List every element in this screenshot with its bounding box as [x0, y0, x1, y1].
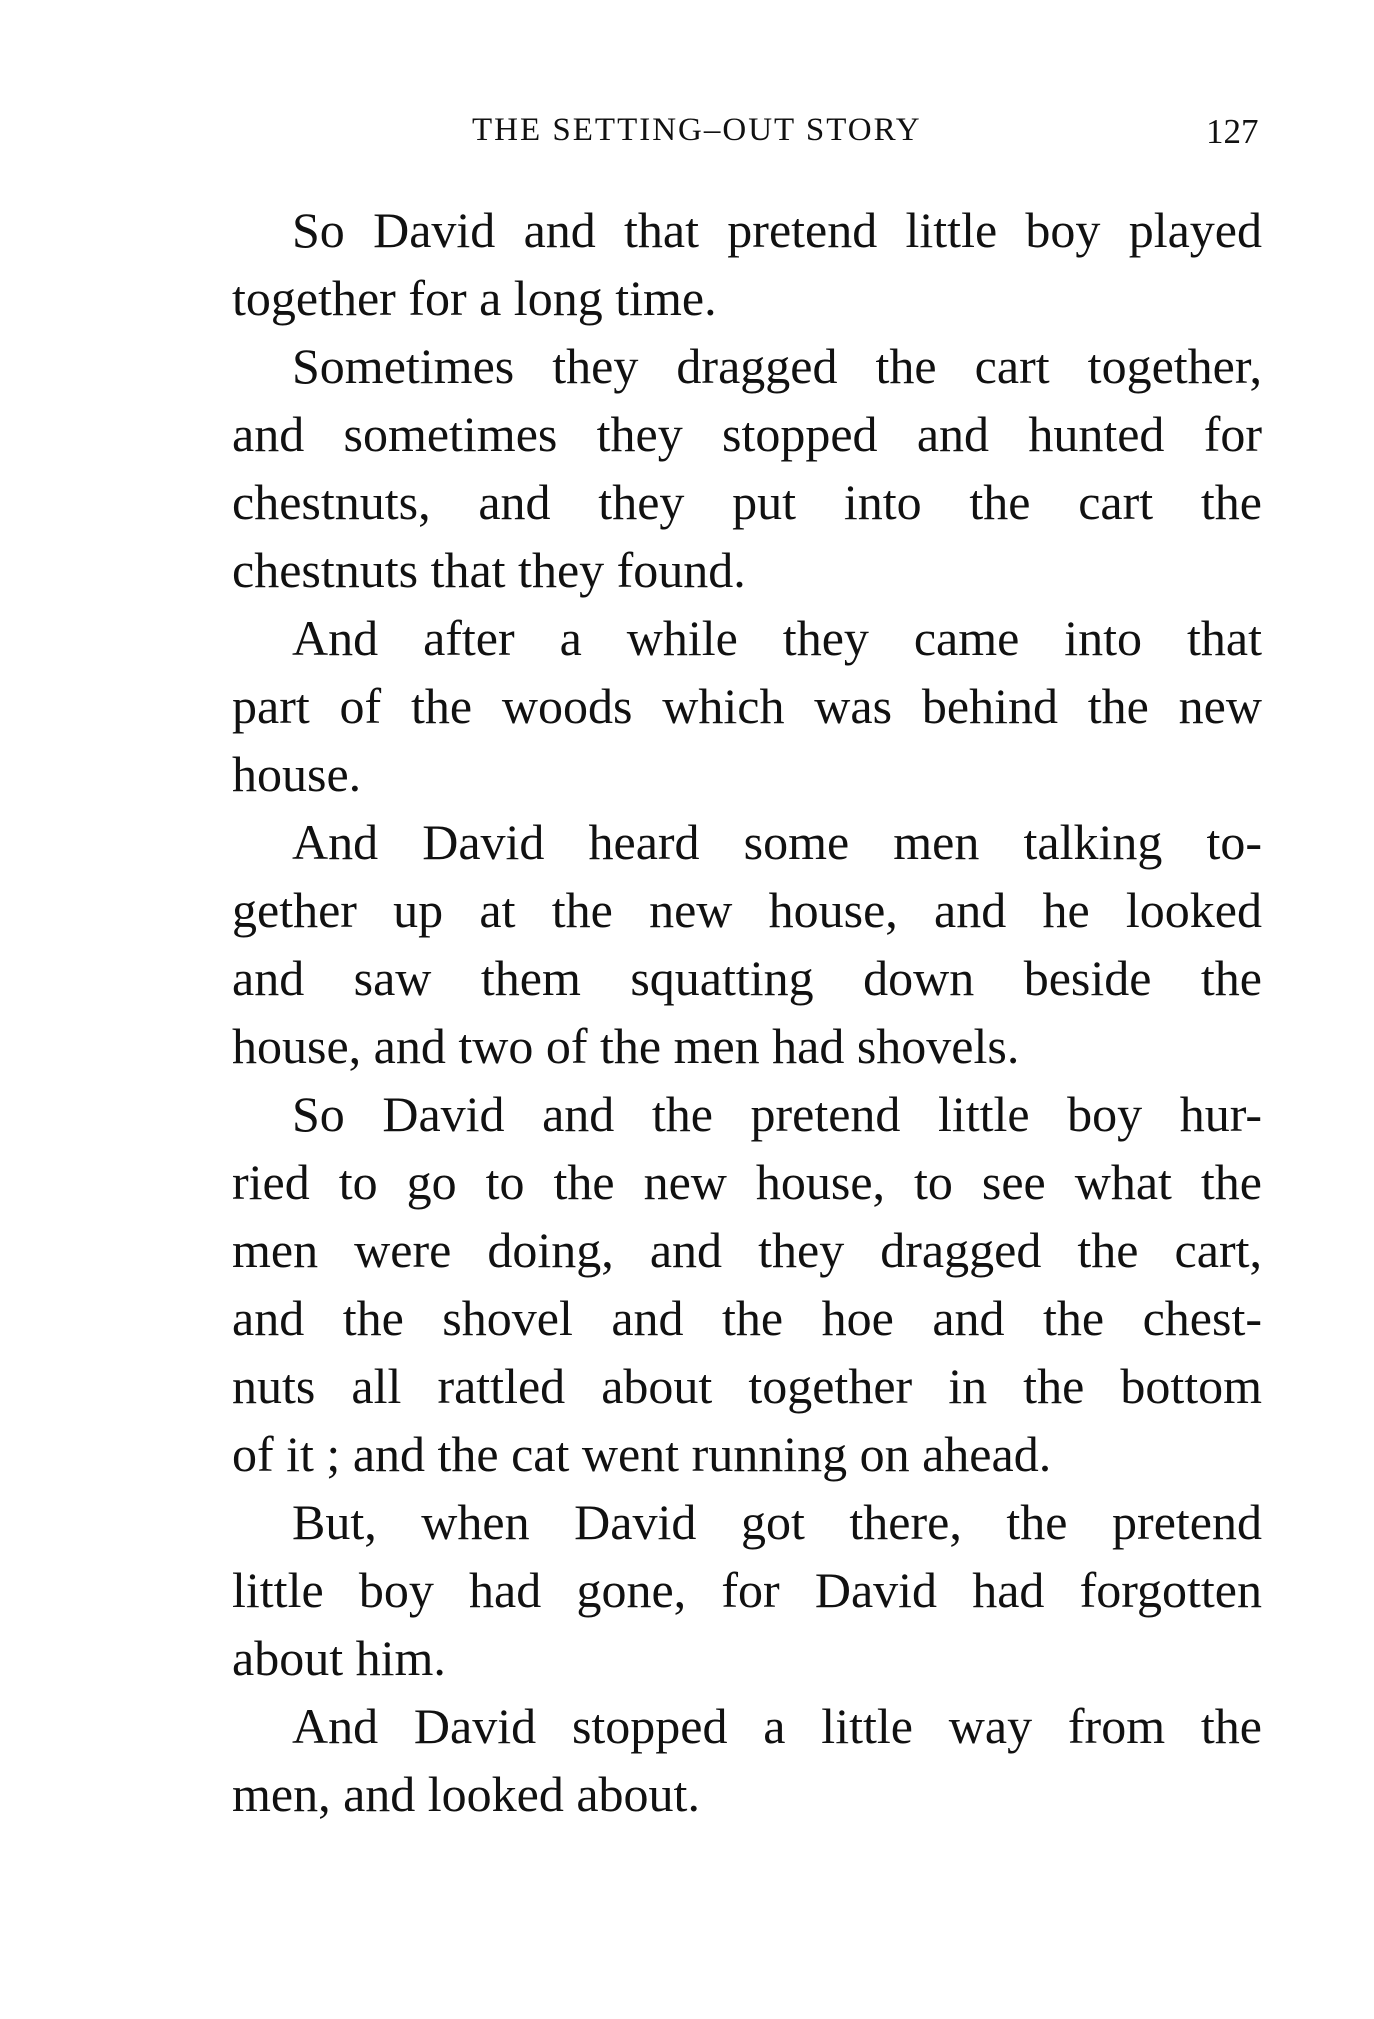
text-line: And after a while they came into that: [292, 610, 1262, 666]
text-line: chestnuts that they found.: [232, 542, 746, 598]
text-line: But, when David got there, the pretend: [292, 1494, 1262, 1550]
text-line: and sometimes they stopped and hunted for: [232, 406, 1262, 462]
text-line: about him.: [232, 1630, 446, 1686]
text-line: men were doing, and they dragged the cart,: [232, 1222, 1262, 1278]
text-line: house, and two of the men had shovels.: [232, 1018, 1020, 1074]
text-line: part of the woods which was behind the new: [232, 678, 1262, 734]
text-line: ried to go to the new house, to see what the: [232, 1154, 1262, 1210]
text-line: together for a long time.: [232, 270, 717, 326]
text-line: So David and the pretend little boy hur-: [292, 1086, 1262, 1142]
page-number: 127: [1206, 112, 1259, 151]
text-line: Sometimes they dragged the cart together,: [292, 338, 1262, 394]
running-head: [0, 112, 1374, 162]
text-line: And David stopped a little way from the: [292, 1698, 1262, 1754]
text-line: men, and looked about.: [232, 1766, 700, 1822]
text-line: of it ; and the cat went running on ahead.: [232, 1426, 1052, 1482]
text-line: house.: [232, 746, 362, 802]
text-line: and the shovel and the hoe and the chest-: [232, 1290, 1262, 1346]
text-line: chestnuts, and they put into the cart the: [232, 474, 1262, 530]
running-title: THE SETTING–OUT STORY: [472, 112, 922, 148]
text-line: gether up at the new house, and he looked: [232, 882, 1262, 938]
text-line: little boy had gone, for David had forgotten: [232, 1562, 1262, 1618]
text-line: And David heard some men talking to-: [292, 814, 1262, 870]
text-line: So David and that pretend little boy played: [292, 202, 1262, 258]
text-line: and saw them squatting down beside the: [232, 950, 1262, 1006]
text-line: nuts all rattled about together in the bottom: [232, 1358, 1262, 1414]
